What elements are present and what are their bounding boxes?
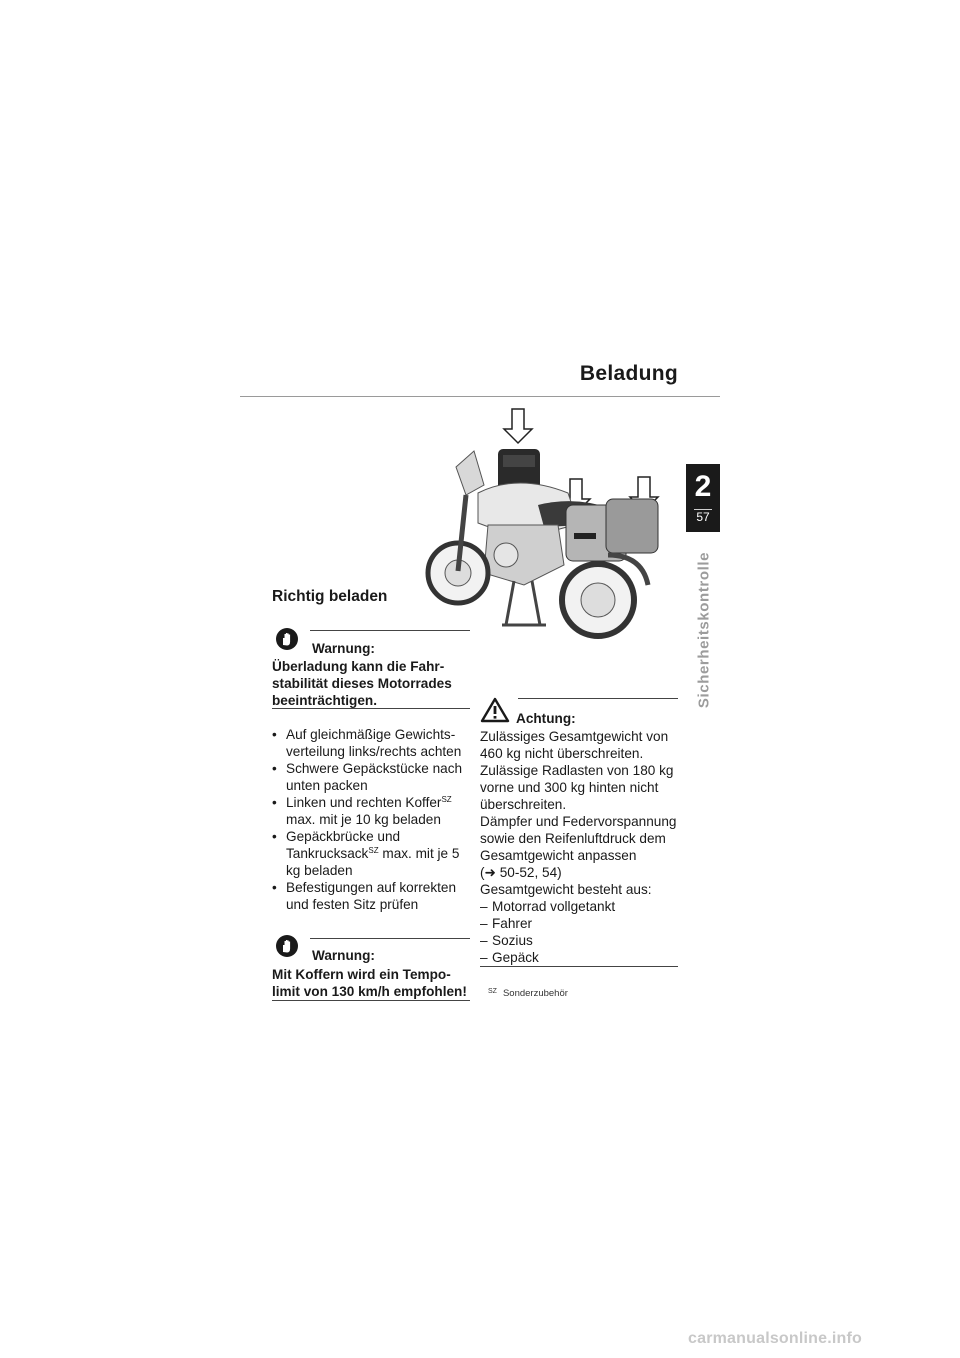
footnote: $^{SZ}$ Sonderzubehör — [488, 988, 568, 999]
title-divider — [240, 396, 720, 397]
page-title: Beladung — [579, 362, 678, 385]
caution-list-intro: Gesamtgewicht besteht aus: — [480, 882, 652, 897]
caution-line: Dämpfer und Federvorspannung sowie den Reifenluftdruck dem Gesamtgewicht anpassen — [480, 814, 677, 863]
warning-text: Überladung kann die Fahrstabilität dieses Motorrades beeinträchtigen. — [272, 659, 452, 708]
warning-hand-icon — [276, 935, 298, 957]
caution-triangle-icon — [480, 697, 510, 723]
caution-rule-top — [518, 698, 678, 699]
arrow-right-icon: ➜ — [484, 865, 496, 880]
list-item: • Schwere Gepäckstücke nach unten packen — [272, 760, 472, 794]
list-item: • Befestigungen auf korrekten und festen Sitz prüfen — [272, 879, 472, 913]
warning-text: Mit Koffern wird ein Tempolimit von 130 km/h empfohlen! — [272, 967, 467, 999]
chapter-number: 2 — [694, 470, 712, 503]
page-number: 57 — [696, 510, 710, 524]
accessory-mark: SZ — [441, 795, 452, 804]
warning-rule-bottom — [272, 708, 470, 709]
weight-component-list — [480, 898, 680, 966]
motorcycle-with-luggage-illustration — [418, 405, 680, 640]
loading-bullet-list — [272, 726, 472, 913]
accessory-mark: SZ — [368, 846, 379, 855]
warning-label: Warnung: — [312, 641, 375, 656]
caution-line: Zulässige Radlasten von 180 kg vorne und 300 kg hinten nicht überschreiten. — [480, 763, 674, 812]
section-title: Richtig beladen — [272, 588, 388, 605]
caution-rule-bottom — [480, 966, 678, 967]
chapter-side-label: Sicherheitskontrolle — [695, 551, 713, 709]
watermark: carmanualsonline.info — [688, 1330, 863, 1347]
warning-label: Warnung: — [312, 948, 375, 963]
list-item: • Auf gleichmäßige Gewichtsverteilung links/rechts achten — [272, 726, 472, 760]
warning-hand-icon — [276, 628, 298, 650]
chapter-tab — [686, 464, 720, 532]
caution-label: Achtung: — [516, 711, 576, 726]
list-item: – Fahrer — [480, 915, 680, 932]
warning-rule-top — [310, 938, 470, 939]
list-item: – Sozius — [480, 932, 680, 949]
warning-rule-bottom — [272, 1000, 470, 1001]
caution-body — [480, 728, 680, 966]
page-reference: (➜ 50-52, 54) — [480, 865, 562, 880]
list-item: • Gepäckbrücke und Tankrucksack$^{SZ}$ max. mit je 5 kg beladen — [272, 828, 472, 879]
warning-rule-top — [310, 630, 470, 631]
list-item: – Gepäck — [480, 949, 680, 966]
list-item: • Linken und rechten Koffer$^{SZ}$ max. mit je 10 kg beladen — [272, 794, 472, 828]
list-item: – Motorrad vollgetankt — [480, 898, 680, 915]
caution-line: Zulässiges Gesamtgewicht von 460 kg nicht überschreiten. — [480, 729, 669, 761]
arrow-down-icon — [504, 409, 532, 443]
